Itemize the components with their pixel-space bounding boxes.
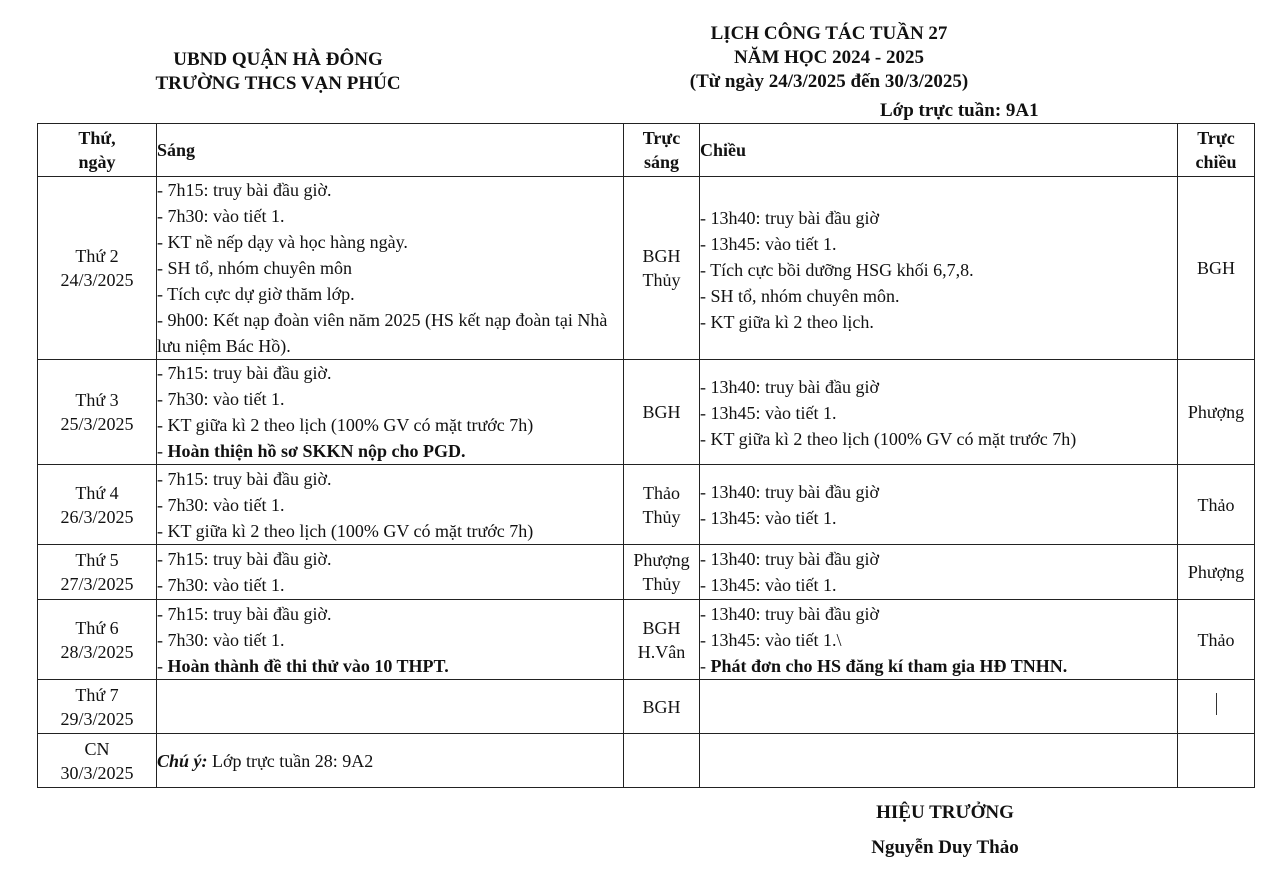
list-item: - KT giữa kì 2 theo lịch (100% GV có mặt trước 7h) — [157, 415, 534, 435]
column-header-morning-duty-line2: sáng — [643, 152, 679, 172]
weekly-schedule-table — [37, 123, 1255, 788]
column-header-day-line1: Thứ, — [78, 128, 116, 148]
day-cell — [38, 360, 157, 465]
day-label: Thứ 5 — [75, 550, 119, 570]
duty-name: BGH — [642, 696, 681, 717]
afternoon-activities — [700, 600, 1178, 680]
day-cell — [38, 680, 157, 734]
note — [157, 748, 623, 774]
table-row — [38, 734, 1255, 788]
list-item: - 13h45: vào tiết 1.\ — [700, 629, 842, 650]
list-item: - KT giữa kì 2 theo lịch. — [700, 312, 874, 332]
morning-activities — [157, 600, 624, 680]
bold-item: Phát đơn cho HS đăng kí tham gia HĐ TNHN. — [710, 655, 1068, 676]
duty-name: BGH — [642, 402, 681, 422]
list-item: - SH tổ, nhóm chuyên môn — [157, 258, 352, 278]
day-cell — [38, 177, 157, 360]
table-row — [38, 600, 1255, 680]
day-cell — [38, 600, 157, 680]
date-label: 26/3/2025 — [60, 506, 134, 527]
list-item: - 7h15: truy bài đầu giờ. — [157, 363, 332, 383]
duty-name: Thủy — [642, 270, 681, 290]
morning-duty-cell — [624, 465, 700, 545]
column-header-afternoon-duty-line2: chiều — [1195, 152, 1237, 172]
day-cell — [38, 465, 157, 545]
signature-title: HIỆU TRƯỞNG — [876, 802, 1014, 823]
list-item — [700, 653, 1177, 679]
item-prefix: - — [700, 655, 711, 676]
afternoon-activities — [700, 465, 1178, 545]
table-row — [38, 680, 1255, 734]
list-item: - 13h45: vào tiết 1. — [700, 403, 837, 423]
school-year: NĂM HỌC 2024 - 2025 — [734, 47, 924, 68]
list-item: - 7h15: truy bài đầu giờ. — [157, 468, 332, 489]
list-item: - KT giữa kì 2 theo lịch (100% GV có mặt trước 7h) — [157, 520, 534, 541]
day-label: Thứ 7 — [75, 684, 119, 705]
day-label: Thứ 4 — [75, 482, 119, 503]
column-header-day-line2: ngày — [78, 152, 116, 172]
table-header-row — [38, 124, 1255, 177]
list-item: - Tích cực bồi dưỡng HSG khối 6,7,8. — [700, 260, 974, 280]
afternoon-activities — [700, 545, 1178, 600]
afternoon-activities — [700, 680, 1178, 734]
item-prefix: - — [157, 655, 168, 676]
list-item: - 13h40: truy bài đầu giờ — [700, 377, 879, 397]
school-name: TRƯỜNG THCS VẠN PHÚC — [155, 73, 401, 94]
signature-name: Nguyễn Duy Thảo — [871, 837, 1019, 858]
morning-activities — [157, 360, 624, 465]
duty-name: Phượng — [633, 550, 690, 570]
duty-name: Thủy — [642, 506, 681, 527]
morning-duty-cell — [624, 680, 700, 734]
day-label: Thứ 3 — [75, 390, 119, 410]
list-item: - KT giữa kì 2 theo lịch (100% GV có mặt trước 7h) — [700, 429, 1077, 449]
date-label: 25/3/2025 — [60, 414, 134, 434]
list-item: - 7h15: truy bài đầu giờ. — [157, 180, 332, 200]
list-item: - 13h40: truy bài đầu giờ — [700, 603, 879, 624]
date-range: (Từ ngày 24/3/2025 đến 30/3/2025) — [689, 71, 969, 92]
list-item: - Tích cực dự giờ thăm lớp. — [157, 284, 355, 304]
afternoon-duty-cell: BGH — [1178, 177, 1255, 360]
list-item: - 13h40: truy bài đầu giờ — [700, 481, 879, 502]
list-item: - 13h45: vào tiết 1. — [700, 507, 837, 528]
afternoon-duty-cell: Thảo — [1178, 600, 1255, 680]
list-item: - 7h30: vào tiết 1. — [157, 575, 285, 595]
note-text: Lớp trực tuần 28: 9A2 — [207, 751, 374, 771]
morning-activities — [157, 545, 624, 600]
duty-name: BGH — [642, 617, 681, 638]
list-item — [157, 438, 623, 464]
date-label: 27/3/2025 — [60, 574, 134, 594]
list-item: - 7h30: vào tiết 1. — [157, 206, 285, 226]
duty-name: Thủy — [642, 574, 681, 594]
column-header-afternoon-duty-line1: Trực — [1197, 128, 1235, 148]
table-row — [38, 545, 1255, 600]
afternoon-duty-cell — [1178, 734, 1255, 788]
list-item: - 7h15: truy bài đầu giờ. — [157, 603, 332, 624]
duty-name: BGH — [642, 246, 681, 266]
afternoon-activities — [700, 360, 1178, 465]
table-row — [38, 177, 1255, 360]
morning-activities — [157, 177, 624, 360]
item-prefix: - — [157, 441, 168, 461]
list-item: - 7h15: truy bài đầu giờ. — [157, 549, 332, 569]
day-cell — [38, 545, 157, 600]
morning-activities — [157, 465, 624, 545]
afternoon-activities — [700, 734, 1178, 788]
morning-duty-cell — [624, 360, 700, 465]
schedule-title: LỊCH CÔNG TÁC TUẦN 27 — [710, 23, 948, 44]
day-label: Thứ 2 — [75, 246, 119, 266]
duty-name: Thảo — [643, 482, 680, 503]
school-header — [118, 48, 438, 96]
district-name: UBND QUẬN HÀ ĐÔNG — [173, 49, 383, 70]
table-row — [38, 465, 1255, 545]
table-row — [38, 360, 1255, 465]
bold-item: Hoàn thiện hồ sơ SKKN nộp cho PGD. — [167, 441, 466, 461]
afternoon-duty-cell: Phượng — [1178, 545, 1255, 600]
afternoon-duty-cell: Thảo — [1178, 465, 1255, 545]
note-label: Chú ý: — [157, 751, 208, 771]
list-item: - 13h45: vào tiết 1. — [700, 234, 837, 254]
list-item: - 7h30: vào tiết 1. — [157, 389, 285, 409]
morning-activities — [157, 680, 624, 734]
day-label: Thứ 6 — [75, 617, 119, 638]
list-item — [157, 653, 623, 679]
morning-duty-cell — [624, 734, 700, 788]
morning-duty-cell — [624, 177, 700, 360]
morning-duty-cell — [624, 545, 700, 600]
afternoon-activities — [700, 177, 1178, 360]
text-cursor-mark — [1216, 693, 1217, 715]
list-item: - SH tổ, nhóm chuyên môn. — [700, 286, 900, 306]
date-label: 30/3/2025 — [60, 762, 134, 783]
list-item: - 7h30: vào tiết 1. — [157, 494, 285, 515]
list-item: - 13h40: truy bài đầu giờ — [700, 549, 879, 569]
note-cell — [157, 734, 624, 788]
column-header-morning: Sáng — [157, 124, 624, 177]
list-item: - 7h30: vào tiết 1. — [157, 629, 285, 650]
date-label: 24/3/2025 — [60, 270, 134, 290]
column-header-morning-duty — [624, 124, 700, 177]
bold-item: Hoàn thành đề thi thử vào 10 THPT. — [167, 655, 449, 676]
day-label: CN — [84, 738, 110, 759]
column-header-day — [38, 124, 157, 177]
date-label: 29/3/2025 — [60, 708, 134, 729]
morning-duty-cell — [624, 600, 700, 680]
afternoon-duty-cell: Phượng — [1178, 360, 1255, 465]
list-item: - 13h45: vào tiết 1. — [700, 575, 837, 595]
day-cell — [38, 734, 157, 788]
schedule-title-block — [640, 22, 1018, 94]
duty-class-label: Lớp trực tuần: 9A1 — [880, 100, 1039, 121]
column-header-afternoon: Chiều — [700, 124, 1178, 177]
date-label: 28/3/2025 — [60, 641, 134, 662]
duty-name: H.Vân — [637, 641, 686, 662]
list-item: - 13h40: truy bài đầu giờ — [700, 208, 879, 228]
afternoon-duty-cell — [1178, 680, 1255, 734]
list-item: - KT nề nếp dạy và học hàng ngày. — [157, 232, 408, 252]
list-item: - 9h00: Kết nạp đoàn viên năm 2025 (HS kết nạp đoàn tại Nhà lưu niệm Bác Hồ). — [157, 310, 608, 356]
column-header-morning-duty-line1: Trực — [642, 128, 681, 148]
column-header-afternoon-duty — [1178, 124, 1255, 177]
